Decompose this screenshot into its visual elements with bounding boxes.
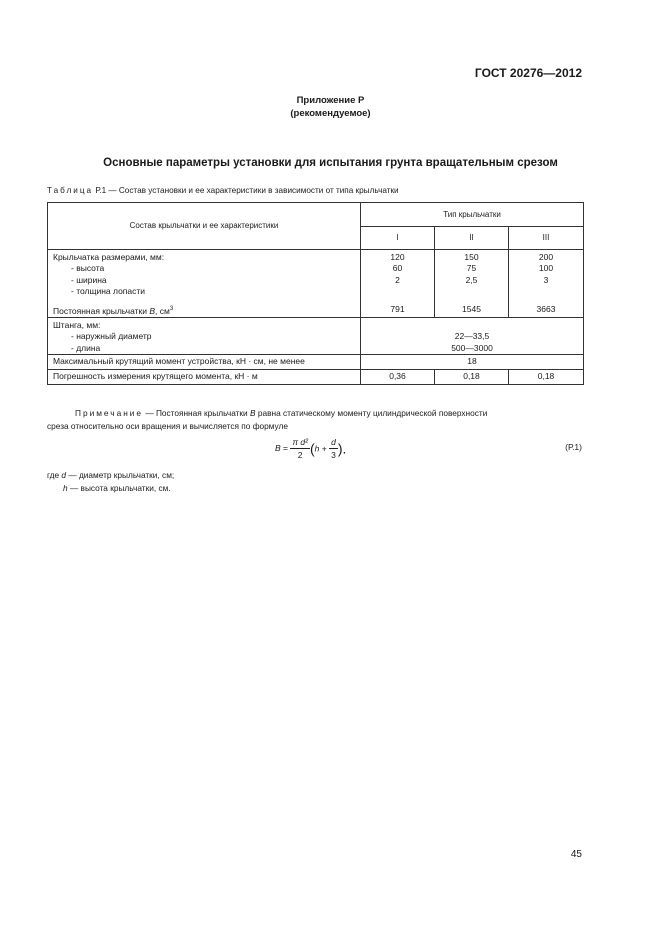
cell-value: 100 xyxy=(538,263,554,274)
rod-diameter-label: - наружный диаметр xyxy=(71,331,152,342)
column-header-type: Тип крыльчатки xyxy=(361,203,584,227)
rod-label: Штанга, мм: xyxy=(53,319,101,330)
formula-number: (Р.1) xyxy=(565,442,582,452)
error-value-type-3: 0,18 xyxy=(509,370,584,385)
rod-length-label: - длина xyxy=(71,342,101,353)
constant-label xyxy=(53,304,355,317)
table-caption-text: Р.1 — Состав установки и ее характеристики в зависимости от типа крыльчатки xyxy=(93,186,399,195)
constant-value-type-1: 791 xyxy=(390,303,405,314)
appendix-status: (рекомендуемое) xyxy=(290,108,371,119)
constant-label-var: В xyxy=(149,305,156,316)
cell-value: 200 xyxy=(538,252,554,262)
torque-value: 18 xyxy=(361,355,584,370)
type-header-2: II xyxy=(435,227,509,250)
table-caption-prefix: Таблица xyxy=(47,186,94,195)
rod-label-cell xyxy=(48,317,361,354)
cell-value: 75 xyxy=(466,263,477,274)
impeller-label-cell xyxy=(48,250,361,318)
legend-where: где xyxy=(47,470,62,480)
type-header-3: III xyxy=(509,227,584,250)
table-row-rod xyxy=(48,317,584,354)
formula-frac2-den: 3 xyxy=(331,450,336,460)
table-row-torque xyxy=(48,355,584,370)
cell-value: 120 xyxy=(390,252,405,262)
formula-frac1-den: 2 xyxy=(297,450,303,460)
formula xyxy=(275,436,346,461)
legend-d-text: — диаметр крыльчатки, см; xyxy=(66,470,175,480)
impeller-values-type-3 xyxy=(509,250,584,318)
rod-diameter-value: 22—33,5 xyxy=(454,331,490,342)
formula-eq: = xyxy=(280,442,291,453)
constant-value-type-3: 3663 xyxy=(536,303,556,314)
note-prefix: Примечание xyxy=(75,408,144,418)
cell-value: 2,5 xyxy=(465,274,478,285)
impeller-label: Крыльчатка размерами, мм: xyxy=(53,252,165,262)
formula-fraction-2 xyxy=(329,436,338,461)
formula-frac1-num: π d² xyxy=(292,437,308,447)
table-row-impeller xyxy=(48,250,584,318)
column-header-composition: Состав крыльчатки и ее характеристики xyxy=(48,203,361,250)
error-value-type-1: 0,36 xyxy=(361,370,435,385)
impeller-values-type-1 xyxy=(361,250,435,318)
cell-value: 150 xyxy=(464,252,479,262)
page-number: 45 xyxy=(570,849,582,860)
appendix-title: Приложение Р xyxy=(296,95,365,106)
formula-h: h xyxy=(314,443,320,454)
cell-value: 3 xyxy=(543,274,549,285)
legend-h-text: — высота крыльчатки, см. xyxy=(67,483,171,493)
table-row-error xyxy=(48,370,584,385)
impeller-blade-label: - толщина лопасти xyxy=(71,286,146,297)
formula-open-paren: ( xyxy=(309,440,315,457)
cell-value: 60 xyxy=(392,263,403,274)
constant-label-text: Постоянная крыльчатки xyxy=(53,305,150,316)
formula-close-paren: ). xyxy=(337,440,347,457)
formula-lhs: B xyxy=(275,442,281,453)
impeller-values-type-2 xyxy=(435,250,509,318)
legend-h-var: h xyxy=(63,483,68,493)
type-header-1: I xyxy=(361,227,435,250)
rod-values-cell xyxy=(361,317,584,354)
legend-d-var: d xyxy=(61,470,67,480)
document-standard-number: ГОСТ 20276—2012 xyxy=(474,66,582,80)
note-text-b: равна статическому моменту цилиндрической поверхности xyxy=(255,408,488,418)
note-line-2: среза относительно оси вращения и вычисляется по формуле xyxy=(47,421,288,431)
note-var: В xyxy=(250,408,256,418)
formula-fraction-1 xyxy=(290,436,310,461)
table-caption xyxy=(47,186,399,195)
constant-label-sup: 3 xyxy=(169,305,174,312)
rod-length-value: 500—3000 xyxy=(451,342,493,353)
torque-label: Максимальный крутящий момент устройства, кН · см, не менее xyxy=(48,355,361,370)
error-value-type-2: 0,18 xyxy=(435,370,509,385)
cell-value: 2 xyxy=(395,274,400,285)
constant-label-unit: , см xyxy=(155,305,170,316)
section-title: Основные параметры установки для испытания грунта вращательным срезом xyxy=(103,157,558,169)
impeller-height-label: - высота xyxy=(71,263,105,274)
impeller-width-label: - ширина xyxy=(71,274,107,285)
constant-value-type-2: 1545 xyxy=(462,303,481,314)
note-text-a: — Постоянная крыльчатки xyxy=(143,408,250,418)
formula-legend xyxy=(47,469,174,495)
formula-frac2-num: d xyxy=(331,437,336,447)
table-note xyxy=(47,407,583,433)
error-label: Погрешность измерения крутящего момента, кН · м xyxy=(48,370,361,385)
formula-plus: + xyxy=(319,443,330,454)
parameters-table xyxy=(47,202,584,385)
